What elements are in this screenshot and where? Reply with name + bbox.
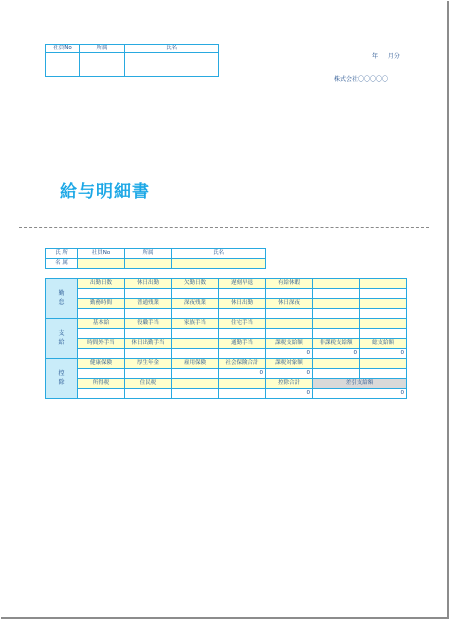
value-pension[interactable] [125, 369, 172, 379]
value-family-allowance[interactable] [172, 329, 219, 339]
label-empty [313, 299, 360, 309]
value-work-days[interactable] [78, 289, 125, 299]
section-payment: 支 給 [46, 319, 78, 359]
value-employment-insurance[interactable] [172, 369, 219, 379]
label-employment-insurance: 雇用保険 [172, 359, 219, 369]
value-holiday-late-night[interactable] [266, 309, 313, 319]
label-empty [172, 379, 219, 389]
value-empty[interactable] [360, 309, 407, 319]
label-empty [219, 379, 266, 389]
value-base-salary[interactable] [78, 329, 125, 339]
cut-line [19, 227, 429, 228]
value-taxable-payment: 0 [266, 349, 313, 359]
label-family-allowance: 家族手当 [172, 319, 219, 329]
label-total-deduction: 控除合計 [266, 379, 313, 389]
value-overtime-allowance[interactable] [78, 349, 125, 359]
header-department-field[interactable] [80, 53, 125, 77]
label-empty [360, 279, 407, 289]
value-total-payment: 0 [360, 349, 407, 359]
label-regular-overtime: 普通残業 [125, 299, 172, 309]
employee-no-label: 社員No [78, 249, 125, 259]
label-empty [313, 359, 360, 369]
employee-name-field[interactable] [172, 259, 266, 269]
value-health-insurance[interactable] [78, 369, 125, 379]
employee-department-label: 所属 [125, 249, 172, 259]
value-work-hours[interactable] [78, 309, 125, 319]
value-empty[interactable] [172, 349, 219, 359]
payslip-detail-table [45, 278, 407, 399]
value-social-insurance-total: 0 [219, 369, 266, 379]
employee-name-label: 氏名 [172, 249, 266, 259]
label-empty [360, 299, 407, 309]
label-holiday-work-allowance: 休日出勤手当 [125, 339, 172, 349]
header-department: 所属 [80, 45, 125, 53]
label-empty [360, 319, 407, 329]
value-regular-overtime[interactable] [125, 309, 172, 319]
label-total-payment: 総支給額 [360, 339, 407, 349]
employee-department-field[interactable] [125, 259, 172, 269]
header-name-field[interactable] [125, 53, 219, 77]
value-net-pay: 0 [313, 389, 407, 399]
label-income-tax: 所得税 [78, 379, 125, 389]
value-holiday-work[interactable] [219, 309, 266, 319]
label-empty [313, 319, 360, 329]
label-work-hours: 勤務時間 [78, 299, 125, 309]
label-paid-leave: 有給休暇 [266, 279, 313, 289]
value-income-tax[interactable] [78, 389, 125, 399]
value-position-allowance[interactable] [125, 329, 172, 339]
value-holiday-work-days[interactable] [125, 289, 172, 299]
header-employee-no-field[interactable] [46, 53, 80, 77]
section-attendance: 勤 怠 [46, 279, 78, 319]
label-empty [313, 279, 360, 289]
label-base-salary: 基本給 [78, 319, 125, 329]
value-empty[interactable] [313, 309, 360, 319]
label-resident-tax: 住民税 [125, 379, 172, 389]
employee-row-label-2: 名 属 [46, 259, 78, 269]
value-empty[interactable] [360, 369, 407, 379]
label-position-allowance: 役職手当 [125, 319, 172, 329]
label-holiday-work: 休日出勤 [219, 299, 266, 309]
label-empty [360, 359, 407, 369]
label-holiday-late-night: 休日深夜 [266, 299, 313, 309]
label-net-pay: 差引支給額 [313, 379, 407, 389]
value-nontaxable-payment: 0 [313, 349, 360, 359]
label-overtime-allowance: 時間外手当 [78, 339, 125, 349]
employee-no-field[interactable] [78, 259, 125, 269]
label-nontaxable-payment: 非課税支給額 [313, 339, 360, 349]
employee-info-table [45, 248, 266, 269]
payslip-page [1, 1, 449, 619]
label-social-insurance-total: 社会保険合計 [219, 359, 266, 369]
header-employee-no: 社員No [46, 45, 80, 53]
value-total-deduction: 0 [266, 389, 313, 399]
value-housing-allowance[interactable] [219, 329, 266, 339]
value-empty[interactable] [313, 329, 360, 339]
label-empty [172, 339, 219, 349]
value-paid-leave[interactable] [266, 289, 313, 299]
label-work-days: 出勤日数 [78, 279, 125, 289]
section-deduction: 控 除 [46, 359, 78, 399]
label-taxable-payment: 課税支給額 [266, 339, 313, 349]
value-resident-tax[interactable] [125, 389, 172, 399]
value-empty[interactable] [219, 389, 266, 399]
value-empty[interactable] [172, 389, 219, 399]
header-name: 氏名 [125, 45, 219, 53]
value-late-night-overtime[interactable] [172, 309, 219, 319]
label-housing-allowance: 住宅手当 [219, 319, 266, 329]
label-empty [266, 319, 313, 329]
value-empty[interactable] [360, 289, 407, 299]
value-late-early[interactable] [219, 289, 266, 299]
label-taxable-amount: 課税対象額 [266, 359, 313, 369]
value-empty[interactable] [313, 289, 360, 299]
label-health-insurance: 健康保険 [78, 359, 125, 369]
company-name: 株式会社〇〇〇〇〇 [334, 76, 389, 83]
value-absence-days[interactable] [172, 289, 219, 299]
value-taxable-amount: 0 [266, 369, 313, 379]
header-id-table [45, 44, 219, 77]
label-late-early: 遅刻早退 [219, 279, 266, 289]
label-commute-allowance: 通勤手当 [219, 339, 266, 349]
page-title: 給与明細書 [60, 182, 150, 202]
label-absence-days: 欠勤日数 [172, 279, 219, 289]
value-empty[interactable] [360, 329, 407, 339]
value-commute-allowance[interactable] [219, 349, 266, 359]
pay-period: 年 月分 [372, 53, 400, 60]
label-late-night-overtime: 深夜残業 [172, 299, 219, 309]
value-empty[interactable] [266, 329, 313, 339]
label-holiday-work-days: 休日出勤 [125, 279, 172, 289]
value-empty[interactable] [313, 369, 360, 379]
label-pension: 厚生年金 [125, 359, 172, 369]
employee-row-label-1: 氏 所 [46, 249, 78, 259]
value-holiday-work-allowance[interactable] [125, 349, 172, 359]
